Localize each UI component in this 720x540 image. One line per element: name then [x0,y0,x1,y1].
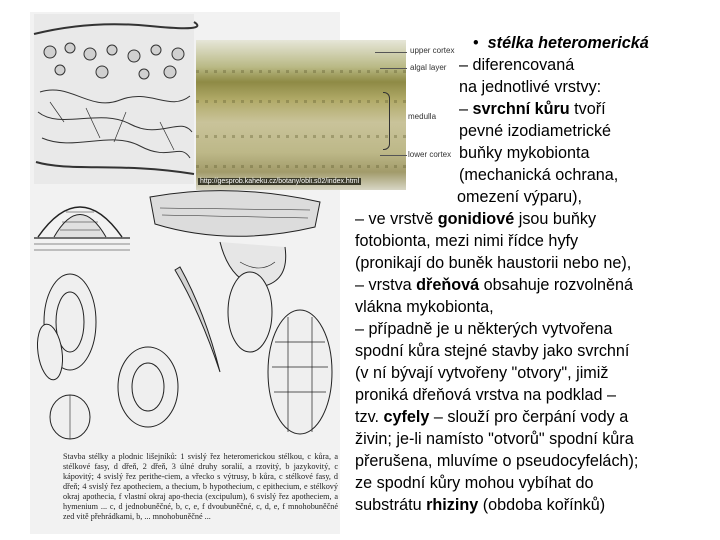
term-svrchni-kura: svrchní kůru [472,100,570,118]
text-span: – vrstva [355,276,417,294]
text-line: ze spodní kůry mohou vybíhat do [355,474,594,492]
heading-stelka-heteromericka: stélka heteromerická [487,34,649,52]
text-line [355,406,705,428]
text-line: proniká dřeňová vrstva na podklad – [355,386,616,404]
text-line: fotobionta, mezi nimi řídce hyfy [355,232,579,250]
text-span: jsou buňky [514,210,597,228]
text-line [355,274,705,296]
apothecium-drawing [150,191,320,287]
term-rhiziny: rhiziny [426,496,479,514]
term-gonidiova: gonidiové [437,210,515,228]
text-span: substrátu [355,496,427,514]
figure-caption: Stavba stélky a plodnic lišejníků: 1 svislý řez heteromerickou stélkou, c kůra, a stélkové fasy, d dřeň, 2 dřeň, 3 úlné druhy soralií, a rzovitý, b jazykovitý, c kápovitý; 4 svislý řez perithe-ciem, a vřecko s výtrusy, b kůra, c stélkové fasy, d dřeň; 4 svislý řez apotheciem, a thecium, b hypothecium, c epithecium, e stélkový okraj apothecia, f vlastní okraj apo-thecia (excipulum), 6 svislý řez apotheciem, a hymenium ... c, d jednobuněčné, b, c, e, f dvoubuněčné, c, d, e, f mnohobuněčné zed vitě přehrádkami, b, ... mnohobuněčné ... [63,452,338,521]
text-line: (mechanická ochrana, [459,166,619,184]
text-span: (obdoba kořínků) [478,496,606,514]
lecture-text [355,32,705,516]
text-span: – [459,100,473,118]
text-line: buňky mykobionta [459,144,590,162]
text-line: přerušena, mluvíme o pseudocyfelách); [355,452,639,470]
text-line: – případně je u některých vytvořena [355,320,613,338]
text-span: obsahuje rozvolněná [479,276,634,294]
text-line: pevné izodiametrické [459,122,612,140]
photo-source-url: http://gesprob.kaheku.cz/botany/obli.s02/index.html [200,178,360,185]
upper-cortex-label: upper cortex [410,46,455,55]
text-line [355,494,705,516]
lower-cortex-label: lower cortex [408,150,452,159]
bullet-heading [355,32,705,54]
text-line: vlákna mykobionta, [355,298,494,316]
term-drenova: dřeňová [416,276,480,294]
medulla-label: medulla [408,112,437,121]
text-line: na jednotlivé vrstvy: [459,78,602,96]
term-cyfely: cyfely [383,408,430,426]
text-span: tvoří [569,100,606,118]
text-line [355,208,705,230]
algal-layer-label: algal layer [410,63,447,72]
perithecium-drawing [34,207,130,250]
thallus-section-drawing [34,14,197,184]
text-line: omezení výparu), [457,188,583,206]
text-line: živin; je-li namísto "otvorů" spodní kůra [355,430,634,448]
text-line: (v ní bývají vytvořeny "otvory", jimiž [355,364,609,382]
text-span: – ve vrstvě [355,210,438,228]
text-line [355,98,705,120]
bullet-symbol: • [473,34,479,52]
text-line: – diferencovaná [459,56,575,74]
text-line: spodní kůra stejné stavby jako svrchní [355,342,630,360]
spores-drawing [34,267,332,439]
text-span: – slouží pro čerpání vody a [429,408,629,426]
text-line: (pronikají do buněk haustorii nebo ne), [355,254,632,272]
text-span: tzv. [355,408,384,426]
